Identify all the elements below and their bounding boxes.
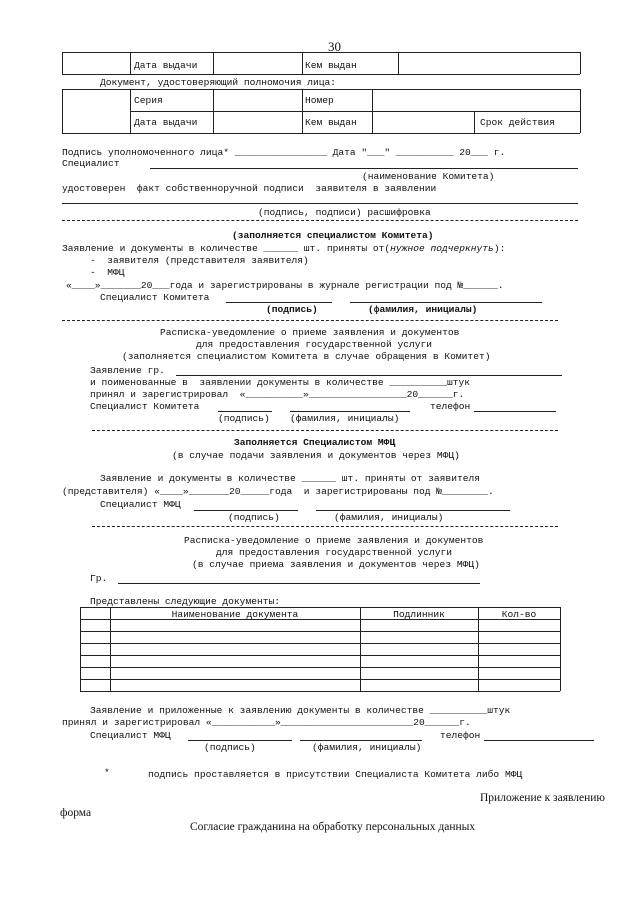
committee-receipt-phone-label: телефон [430,401,471,412]
top-issue-date-label: Дата выдачи [134,60,198,71]
mfc-receipt-title1: Расписка-уведомление о приеме заявления и документов [184,535,484,546]
mfc-citizen-label: Гр. [90,573,108,584]
table-header-original: Подлинник [393,609,445,620]
validity-label: Срок действия [480,117,555,128]
table-header-count: Кол-во [501,609,537,620]
mfc-specialist-label: Специалист МФЦ [100,499,181,510]
mfc-signature-hint: (подпись) [228,512,280,523]
mfc-registered-line: (представителя) «____»_______20_____года и зарегистрированы под №________. [62,486,494,497]
signature-decode-line [62,203,578,204]
mfc-accepted-line: Заявление и документы в количестве ______ шт. приняты от заявителя [100,473,480,484]
specialist-line [150,168,578,169]
mfc-receipt-signature-hint: (подпись) [204,742,256,753]
table-header-document-name: Наименование документа [171,609,299,620]
authority-issued-by-label: Кем выдан [305,117,357,128]
citizen-line-label: Заявление гр. [90,365,165,376]
authority-issue-date-label: Дата выдачи [134,117,198,128]
committee-specialist-label: Специалист Комитета [100,292,210,303]
option-applicant: - заявителя (представителя заявителя) [90,255,309,266]
mfc-section-subtitle: (в случае подачи заявления и документов через МФЦ) [172,450,460,461]
mfc-receipt-name-hint: (фамилия, инициалы) [312,742,422,753]
authorized-signature-line: Подпись уполномоченного лица* ________________ Дата "___" __________ 20___ г. [62,147,506,158]
committee-receipt-title1: Расписка-уведомление о приеме заявления и документов [160,327,460,338]
committee-receipt-title3: (заполняется специалистом Комитета в случае обращения в Комитет) [122,351,491,362]
mfc-accepted-docs-line: Заявление и приложенные к заявлению документы в количестве __________штук [90,705,511,716]
committee-name-hint-2: (фамилия, инициалы) [368,304,478,315]
committee-receipt-name-hint: (фамилия, инициалы) [290,413,400,424]
mfc-name-hint: (фамилия, инициалы) [334,512,444,523]
divider [92,430,558,431]
mfc-receipt-phone-label: телефон [440,730,481,741]
specialist-label: Специалист [62,158,120,169]
committee-registered-line: принял и зарегистрировал «__________»_________________20______г. [90,389,465,400]
mfc-receipt-title2: для предоставления государственной услуги [216,547,453,558]
committee-section-title: (заполняется специалистом Комитета) [232,230,434,241]
page-number: 30 [328,39,341,54]
mfc-receipt-title3: (в случае приема заявления и документов через МФЦ) [192,559,480,570]
divider [92,526,558,527]
committee-receipt-signature-hint: (подпись) [218,413,270,424]
certified-text: удостоверен факт собственноручной подписи заявителя в заявлении [62,183,437,194]
committee-receipt-title2: для предоставления государственной услуги [196,339,433,350]
form-label: форма [60,807,92,819]
footnote-mark: * [104,767,110,778]
authority-doc-heading: Документ, удостоверяющий полномочия лица: [100,77,337,88]
committee-docs-count-line: и поименованные в заявлении документы в количестве __________штук [90,377,470,388]
mfc-section-title: Заполняется Специалистом МФЦ [234,437,396,448]
option-mfc: - МФЦ [90,267,125,278]
mfc-receipt-specialist-label: Специалист МФЦ [90,730,171,741]
journal-registration-line: «____»_______20___года и зарегистрированы в журнале регистрации под №______. [66,280,504,291]
series-label: Серия [134,95,163,106]
appendix-title: Согласие гражданина на обработку персональных данных [190,821,476,833]
docs-heading: Представлены следующие документы: [90,596,280,607]
number-label: Номер [305,95,334,106]
committee-signature-hint: (подпись) [266,304,318,315]
committee-accepted-line: Заявление и документы в количестве ______ шт. приняты от(нужное подчеркнуть): [62,243,506,254]
top-issued-by-label: Кем выдан [305,60,357,71]
committee-name-hint: (наименование Комитета) [362,171,495,182]
divider [62,220,578,221]
signature-decode-hint: (подпись, подписи) расшифровка [258,207,431,218]
appendix-label: Приложение к заявлению [480,792,606,804]
footnote-text: подпись проставляется в присутствии Специалиста Комитета либо МФЦ [148,769,523,780]
divider [62,320,558,321]
committee-receipt-specialist-label: Специалист Комитета [90,401,200,412]
mfc-accepted-registered-line: принял и зарегистрировал «___________»_______________________20______г. [62,717,471,728]
